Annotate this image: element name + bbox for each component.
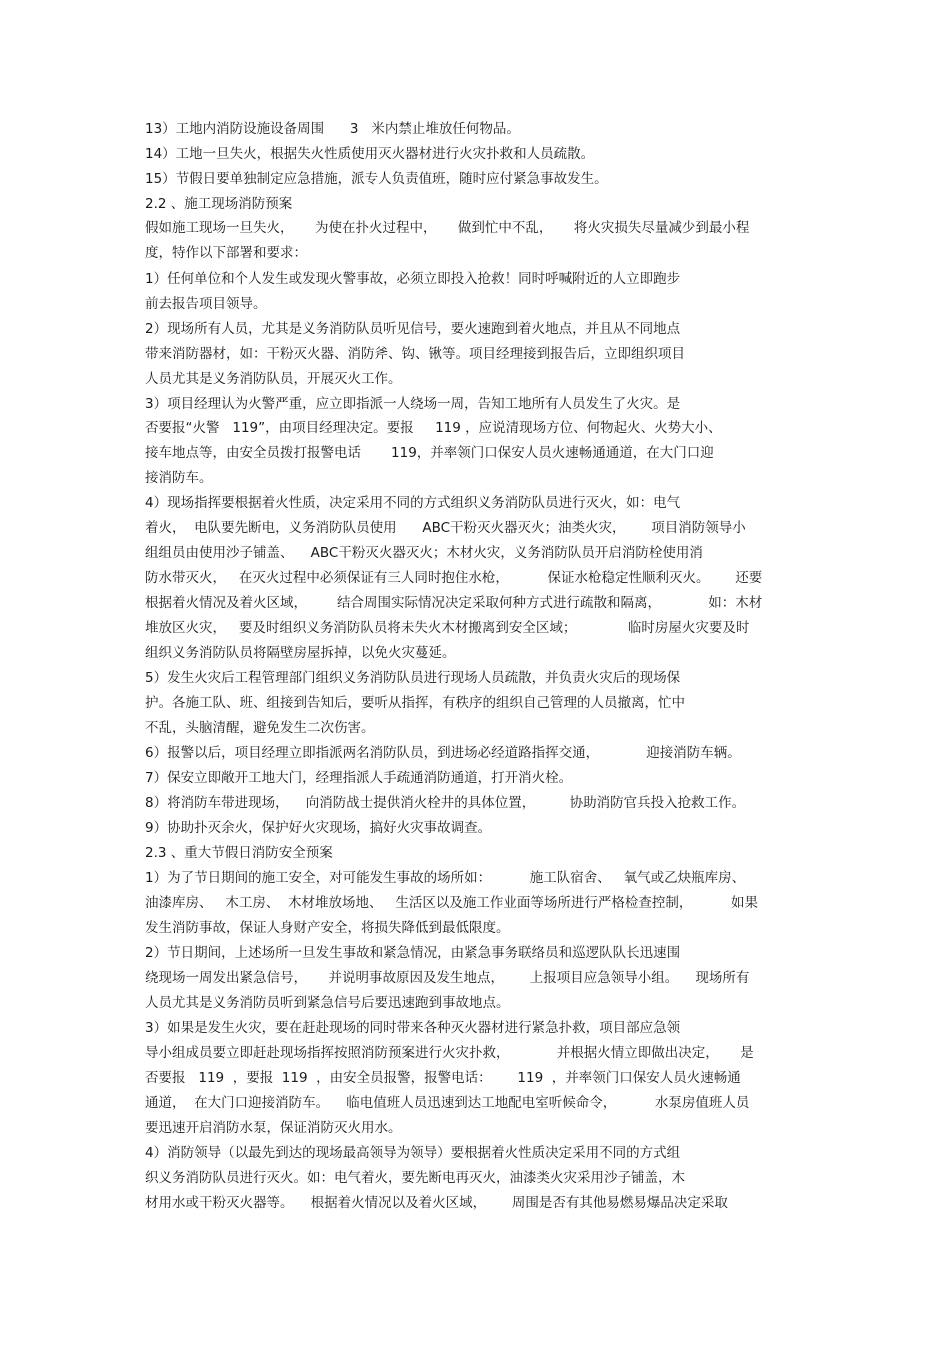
text-line: 堆放区火灾， 要及时组织义务消防队员将未失火木材搬离到安全区域； 临时房屋火灾要及时: [145, 620, 750, 636]
text-line: 不乱，头脑清醒，避免发生二次伤害。: [145, 720, 375, 736]
text-line: 6）报警以后，项目经理立即指派两名消防队员，到进场必经道路指挥交通， 迎接消防车辆。: [145, 745, 741, 761]
text-line: 通道， 在大门口迎接消防车。 临电值班人员迅速到达工地配电室听候命令， 水泵房值班人员: [145, 1095, 750, 1111]
text-line: 4）现场指挥要根据着火性质，决定采用不同的方式组织义务消防队员进行灭火，如：电气: [145, 495, 681, 511]
text-line: 2）现场所有人员，尤其是义务消防队员听见信号，要火速跑到着火地点，并且从不同地点: [145, 321, 681, 337]
text-line: 接消防车。: [145, 470, 213, 486]
text-line: 人员尤其是义务消防员听到紧急信号后要迅速跑到事故地点。: [145, 995, 510, 1011]
text-line: 绕现场一周发出紧急信号， 并说明事故原因及发生地点， 上报项目应急领导小组。 现场所有: [145, 970, 750, 986]
text-line: 带来消防器材，如：干粉灭火器、消防斧、钩、锹等。项目经理接到报告后，立即组织项目: [145, 346, 685, 362]
text-line: 否要报“火警 119”，由项目经理决定。要报 119 ，应说清现场方位、何物起火、火势大小、: [145, 420, 722, 436]
text-line: 接车地点等，由安全员拨打报警电话 119，并率领门口保安人员火速畅通通道，在大门口迎: [145, 445, 714, 461]
text-line: 9）协助扑灭余火，保护好火灾现场，搞好火灾事故调查。: [145, 820, 492, 836]
text-line: 15）节假日要单独制定应急措施，派专人负责值班，随时应付紧急事故发生。: [145, 171, 608, 187]
text-line: 组织义务消防队员将隔壁房屋拆掉，以免火灾蔓延。: [145, 645, 456, 661]
section-heading: 2.2 、施工现场消防预案: [145, 196, 293, 212]
text-line: 2）节日期间，上述场所一旦发生事故和紧急情况，由紧急事务联络员和巡逻队队长迅速围: [145, 945, 681, 961]
text-line: 度，特作以下部署和要求：: [145, 245, 307, 261]
section-heading: 2.3 、重大节假日消防安全预案: [145, 845, 333, 861]
text-line: 发生消防事故，保证人身财产安全，将损失降低到最低限度。: [145, 920, 510, 936]
text-line: 组组员由使用沙子铺盖、 ABC干粉灭火器灭火；木材火灾，义务消防队员开启消防栓使用消: [145, 545, 703, 561]
text-line: 8）将消防车带进现场， 向消防战士提供消火栓井的具体位置， 协助消防官兵投入抢救工作。: [145, 795, 746, 811]
text-line: 着火， 电队要先断电，义务消防队员使用 ABC干粉灭火器灭火；油类火灾， 项目消防领导小: [145, 520, 746, 536]
text-line: 1）为了节日期间的施工安全，对可能发生事故的场所如： 施工队宿舍、 氧气或乙炔瓶库房、: [145, 870, 746, 886]
text-line: 人员尤其是义务消防队员，开展灭火工作。: [145, 371, 402, 387]
text-line: 14）工地一旦失火，根据失火性质使用灭火器材进行火灾扑救和人员疏散。: [145, 146, 595, 162]
text-line: 导小组成员要立即赶赴现场指挥按照消防预案进行火灾扑救， 并根据火情立即做出决定， 是: [145, 1045, 754, 1061]
text-line: 假如施工现场一旦失火， 为使在扑火过程中， 做到忙中不乱， 将火灾损失尽量减少到最小程: [145, 220, 750, 236]
text-line: 否要报 119 ，要报 119 ，由安全员报警，报警电话： 119 ，并率领门口保安人员火速畅通: [145, 1070, 741, 1086]
text-line: 3）如果是发生火灾，要在赶赴现场的同时带来各种灭火器材进行紧急扑救，项目部应急领: [145, 1020, 681, 1036]
text-line: 7）保安立即敞开工地大门，经理指派人手疏通消防通道，打开消火栓。: [145, 770, 573, 786]
text-line: 根据着火情况及着火区域， 结合周围实际情况决定采取何种方式进行疏散和隔离， 如：木材: [145, 595, 763, 611]
text-line: 护。各施工队、班、组接到告知后，要听从指挥，有秩序的组织自己管理的人员撤离，忙中: [145, 695, 685, 711]
text-line: 13）工地内消防设施设备周围 3 米内禁止堆放任何物品。: [145, 121, 520, 137]
text-line: 油漆库房、 木工房、 木材堆放场地、 生活区以及施工作业面等场所进行严格检查控制， 如果: [145, 895, 758, 911]
text-line: 5）发生火灾后工程管理部门组织义务消防队员进行现场人员疏散，并负责火灾后的现场保: [145, 670, 681, 686]
text-line: 4）消防领导（以最先到达的现场最高领导为领导）要根据着火性质决定采用不同的方式组: [145, 1145, 681, 1161]
text-line: 3）项目经理认为火警严重，应立即指派一人绕场一周，告知工地所有人员发生了火灾。是: [145, 396, 681, 412]
text-line: 材用水或干粉灭火器等。 根据着火情况以及着火区域， 周围是否有其他易燃易爆品决定采取: [145, 1195, 728, 1211]
text-line: 防水带灭火， 在灭火过程中必须保证有三人同时抱住水枪， 保证水枪稳定性顺利灭火。 还要: [145, 570, 763, 586]
text-line: 要迅速开启消防水泵，保证消防灭火用水。: [145, 1120, 402, 1136]
text-line: 1）任何单位和个人发生或发现火警事故，必须立即投入抢救！同时呼喊附近的人立即跑步: [145, 271, 681, 287]
text-line: 织义务消防队员进行灭火。如：电气着火，要先断电再灭火，油漆类火灾采用沙子铺盖，木: [145, 1170, 685, 1186]
text-line: 前去报告项目领导。: [145, 296, 267, 312]
